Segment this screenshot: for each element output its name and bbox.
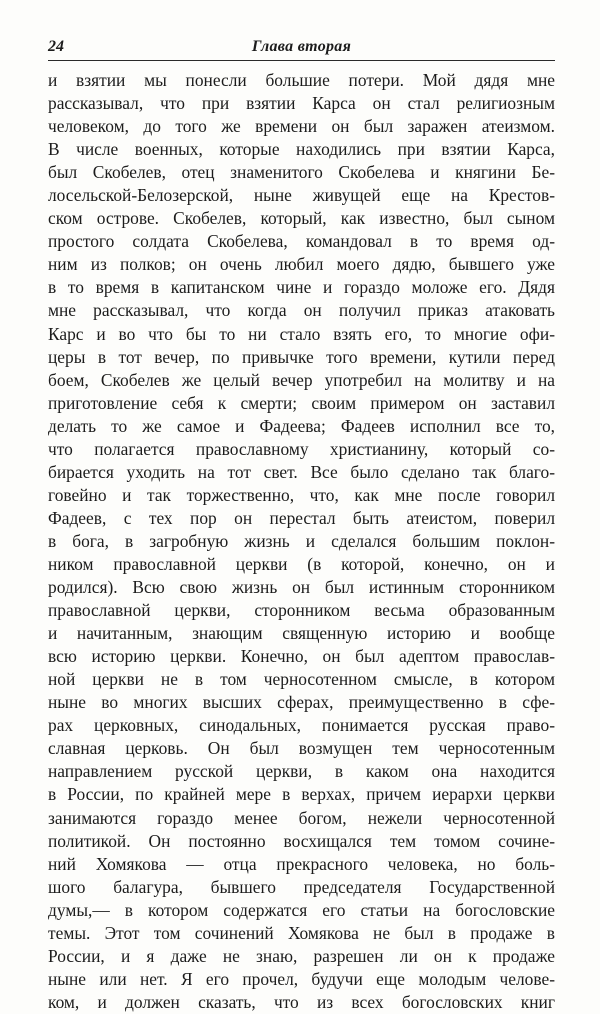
text-line: ной церкви не в том черносотенном смысле, в котором bbox=[48, 669, 555, 690]
text-line: России, и я даже не знаю, разрешен ли он к продаже bbox=[48, 945, 555, 966]
text-line: темы. Этот том сочинений Хомякова не был в продаже в bbox=[48, 922, 555, 943]
text-line: ныне во многих высших сферах, преимущественно в сфе- bbox=[48, 692, 555, 713]
text-line: ком, и должен сказать, что из всех богословских книг bbox=[48, 991, 555, 1012]
text-line: ний Хомякова — отца прекрасного человека, но боль- bbox=[48, 853, 555, 874]
body-text bbox=[48, 69, 555, 1014]
text-line: человеком, до того же времени он был заражен атеизмом. bbox=[48, 116, 555, 137]
book-page bbox=[48, 36, 555, 1014]
text-line: шого балагура, бывшего председателя Государственной bbox=[48, 876, 555, 897]
text-line: и начитанным, знающим священную историю и вообще bbox=[48, 623, 555, 644]
chapter-title: Глава вторая bbox=[251, 38, 352, 55]
text-line: рассказывал, что при взятии Карса он стал религиозным bbox=[48, 93, 555, 114]
text-line: Карс и во что бы то ни стало взять его, то многие офи- bbox=[48, 323, 555, 344]
text-line: и взятии мы понесли большие потери. Мой дядя мне bbox=[48, 70, 555, 90]
text-line: в то время в капитанском чине и гораздо моложе его. Дядя bbox=[48, 277, 555, 298]
text-line: в бога, в загробную жизнь и сделался большим поклон- bbox=[48, 530, 555, 551]
text-line: простого солдата Скобелева, командовал в то время од- bbox=[48, 231, 555, 252]
page-number: 24 bbox=[48, 38, 64, 55]
text-line: церы в тот вечер, по привычке того времени, кутили перед bbox=[48, 346, 555, 367]
text-line: ныне или нет. Я его прочел, будучи еще молодым челове- bbox=[48, 968, 555, 989]
text-line: был Скобелев, отец знаменитого Скобелева и княгини Бе- bbox=[48, 162, 555, 183]
text-line: бирается уходить на тот свет. Все было сделано так благо- bbox=[48, 461, 555, 482]
text-line: В числе военных, которые находились при взятии Карса, bbox=[48, 139, 555, 160]
text-line: боем, Скобелев же целый вечер употребил на молитву и на bbox=[48, 369, 555, 390]
text-line: православной церкви, сторонником весьма образованным bbox=[48, 600, 555, 621]
text-line: политикой. Он постоянно восхищался тем томом сочине- bbox=[48, 830, 555, 851]
text-line: родился). Всю свою жизнь он был истинным сторонником bbox=[48, 577, 555, 598]
text-line: славная церковь. Он был возмущен тем черносотенным bbox=[48, 738, 555, 759]
text-line: мне рассказывал, что когда он получил приказ атаковать bbox=[48, 300, 555, 321]
running-head bbox=[48, 36, 555, 61]
text-line: думы,— в котором содержатся его статьи на богословские bbox=[48, 899, 555, 920]
text-line: Фадеев, с тех пор он перестал быть атеистом, поверил bbox=[48, 507, 555, 528]
text-line: занимаются гораздо менее богом, нежели черносотенной bbox=[48, 807, 555, 828]
text-line: ником православной церкви (в которой, конечно, он и bbox=[48, 553, 555, 574]
text-line: лосельской-Белозерской, ныне живущей еще на Крестов- bbox=[48, 185, 555, 206]
text-line: что полагается православному христианину, который со- bbox=[48, 438, 555, 459]
text-line: направлением русской церкви, в каком она находится bbox=[48, 761, 555, 782]
text-line: приготовление себя к смерти; своим примером он заставил bbox=[48, 392, 555, 413]
text-line: всю историю церкви. Конечно, он был адептом православ- bbox=[48, 646, 555, 667]
text-line: говейно и так торжественно, что, как мне после говорил bbox=[48, 484, 555, 505]
text-line: делать то же самое и Фадеева; Фадеев исполнил все то, bbox=[48, 415, 555, 436]
text-line: рах церковных, синодальных, понимается русская право- bbox=[48, 715, 555, 736]
text-line: в России, по крайней мере в верхах, причем иерархи церкви bbox=[48, 784, 555, 805]
text-line: ском острове. Скобелев, который, как известно, был сыном bbox=[48, 208, 555, 229]
text-line: ним из полков; он очень любил моего дядю, бывшего уже bbox=[48, 254, 555, 275]
